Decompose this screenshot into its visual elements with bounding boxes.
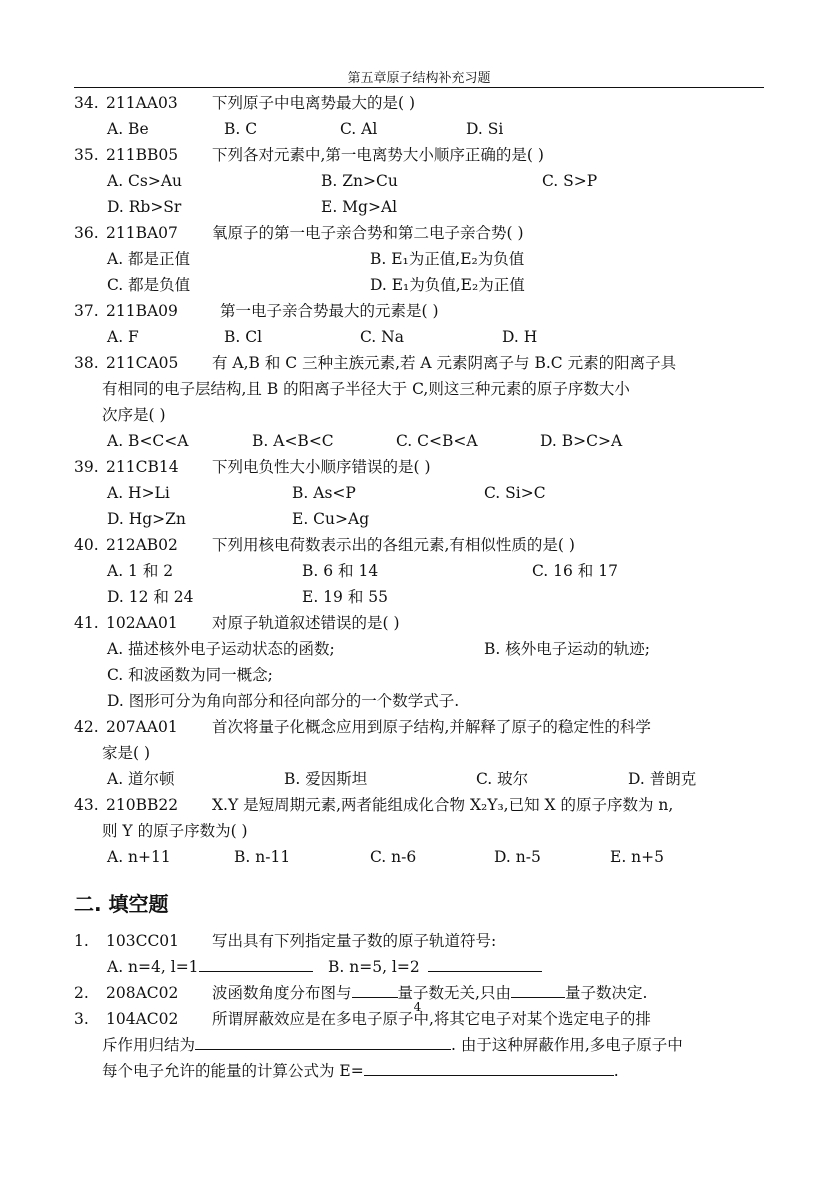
- stem-line: [102, 1032, 683, 1058]
- option: C. 都是负值: [107, 276, 191, 294]
- stem-line: 有相同的电子层结构,且 B 的阳离子半径大于 C,则这三种元素的原子序数大小: [102, 380, 630, 398]
- question-number: 35.: [74, 146, 99, 164]
- question-code: 207AA01: [106, 718, 178, 736]
- question-stem: 氧原子的第一电子亲合势和第二电子亲合势( ): [212, 224, 524, 242]
- answer-blank[interactable]: [199, 955, 313, 972]
- answer-blank[interactable]: [428, 955, 542, 972]
- answer-blank[interactable]: [511, 981, 565, 998]
- option: A. Cs>Au: [107, 172, 183, 190]
- question-code: 208AC02: [106, 984, 179, 1002]
- option: B. 6 和 14: [302, 562, 379, 580]
- option: D. n-5: [494, 848, 541, 866]
- answer-blank[interactable]: [352, 981, 398, 998]
- question-number: 34.: [74, 94, 99, 112]
- option: C. 玻尔: [476, 770, 529, 788]
- question-number: 39.: [74, 458, 99, 476]
- question-number: 43.: [74, 796, 99, 814]
- option: B. 爱因斯坦: [284, 770, 368, 788]
- question-number: 2.: [74, 984, 89, 1002]
- stem-text: 量子数决定.: [564, 984, 648, 1002]
- option: D. Rb>Sr: [107, 198, 182, 216]
- option: C. S>P: [542, 172, 598, 190]
- option: B. E₁为正值,E₂为负值: [370, 250, 525, 268]
- option: A. H>Li: [107, 484, 170, 502]
- question-number: 36.: [74, 224, 99, 242]
- question-number: 41.: [74, 614, 99, 632]
- subitem-label: B. n=5, l=2: [328, 958, 420, 976]
- question-stem: 首次将量子化概念应用到原子结构,并解释了原子的稳定性的科学: [212, 718, 651, 736]
- question-stem: 下列电负性大小顺序错误的是( ): [212, 458, 431, 476]
- question-number: 37.: [74, 302, 99, 320]
- question-code: 210BB22: [106, 796, 179, 814]
- option: C. Al: [340, 120, 378, 138]
- question-stem: X.Y 是短周期元素,两者能组成化合物 X₂Y₃,已知 X 的原子序数为 n,: [212, 796, 674, 814]
- option: E. Cu>Ag: [292, 510, 370, 528]
- option: D. Hg>Zn: [107, 510, 186, 528]
- option: B. A<B<C: [252, 432, 334, 450]
- question-code: 211BA09: [106, 302, 178, 320]
- question-code: 211BA07: [106, 224, 178, 242]
- stem-text: 斥作用归结为: [102, 1036, 196, 1054]
- option: D. 12 和 24: [107, 588, 194, 606]
- stem-text: 每个电子允许的能量的计算公式为 E=: [102, 1062, 364, 1080]
- question-stem: 有 A,B 和 C 三种主族元素,若 A 元素阴离子与 B.C 元素的阳离子具: [212, 354, 677, 372]
- page-header: 第五章原子结构补充习题: [347, 71, 491, 86]
- stem-line: 则 Y 的原子序数为( ): [102, 822, 248, 840]
- question-stem: 下列用核电荷数表示出的各组元素,有相似性质的是( ): [212, 536, 575, 554]
- option: B. 核外电子运动的轨迹;: [484, 640, 650, 658]
- option: D. 普朗克: [628, 770, 697, 788]
- question-number: 1.: [74, 932, 89, 950]
- subitem-b: [328, 954, 542, 980]
- option: B. C: [224, 120, 258, 138]
- option: C. Na: [360, 328, 404, 346]
- question-number: 42.: [74, 718, 99, 736]
- question-number: 3.: [74, 1010, 89, 1028]
- option: B. Zn>Cu: [321, 172, 398, 190]
- page-number: 4: [413, 1000, 422, 1014]
- stem-text: . 由于这种屏蔽作用,多电子原子中: [451, 1036, 683, 1054]
- option: A. 描述核外电子运动状态的函数;: [107, 640, 335, 658]
- question-number: 38.: [74, 354, 99, 372]
- header-rule: [74, 87, 764, 88]
- question-code: 104AC02: [106, 1010, 179, 1028]
- question-stem: 所谓屏蔽效应是在多电子原子中,将其它电子对某个选定电子的排: [212, 1010, 651, 1028]
- option: E. Mg>Al: [321, 198, 398, 216]
- stem-text: 波函数角度分布图与: [212, 984, 352, 1002]
- option: A. B<C<A: [107, 432, 189, 450]
- option: C. C<B<A: [396, 432, 478, 450]
- stem-text: .: [613, 1062, 619, 1080]
- question-stem: 下列原子中电离势最大的是( ): [212, 94, 416, 112]
- option: D. B>C>A: [540, 432, 623, 450]
- option: B. n-11: [234, 848, 291, 866]
- option: A. F: [107, 328, 139, 346]
- question-stem: 对原子轨道叙述错误的是( ): [212, 614, 400, 632]
- option: D. Si: [466, 120, 504, 138]
- option: B. As<P: [292, 484, 356, 502]
- option: A. 道尔顿: [107, 770, 175, 788]
- question-code: 211AA03: [106, 94, 178, 112]
- question-code: 211BB05: [106, 146, 179, 164]
- question-code: 102AA01: [106, 614, 178, 632]
- section-title: 二. 填空题: [74, 892, 169, 916]
- question-code: 103CC01: [106, 932, 180, 950]
- stem-line: 次序是( ): [102, 406, 166, 424]
- question-number: 40.: [74, 536, 99, 554]
- option: C. 16 和 17: [532, 562, 618, 580]
- question-stem: 写出具有下列指定量子数的原子轨道符号:: [212, 932, 497, 950]
- option: E. 19 和 55: [302, 588, 388, 606]
- subitem-a: [107, 954, 313, 980]
- stem-line: [102, 1058, 619, 1084]
- option: C. Si>C: [484, 484, 546, 502]
- option: A. Be: [107, 120, 149, 138]
- answer-blank[interactable]: [364, 1059, 614, 1076]
- option: B. Cl: [224, 328, 263, 346]
- answer-blank[interactable]: [195, 1033, 451, 1050]
- option: A. n+11: [107, 848, 171, 866]
- question-code: 212AB02: [106, 536, 178, 554]
- option: E. n+5: [610, 848, 665, 866]
- option: C. 和波函数为同一概念;: [107, 666, 273, 684]
- option: C. n-6: [370, 848, 417, 866]
- option: D. H: [502, 328, 538, 346]
- stem-text: 量子数无关,只由: [397, 984, 511, 1002]
- question-code: 211CA05: [106, 354, 179, 372]
- option: A. 1 和 2: [107, 562, 174, 580]
- subitem-label: A. n=4, l=1: [107, 958, 199, 976]
- question-stem: 第一电子亲合势最大的元素是( ): [220, 302, 439, 320]
- option: D. E₁为负值,E₂为正值: [370, 276, 525, 294]
- option: D. 图形可分为角向部分和径向部分的一个数学式子.: [107, 692, 460, 710]
- question-stem: 下列各对元素中,第一电离势大小顺序正确的是( ): [212, 146, 544, 164]
- option: A. 都是正值: [107, 250, 191, 268]
- stem-line: 家是( ): [102, 744, 151, 762]
- question-code: 211CB14: [106, 458, 179, 476]
